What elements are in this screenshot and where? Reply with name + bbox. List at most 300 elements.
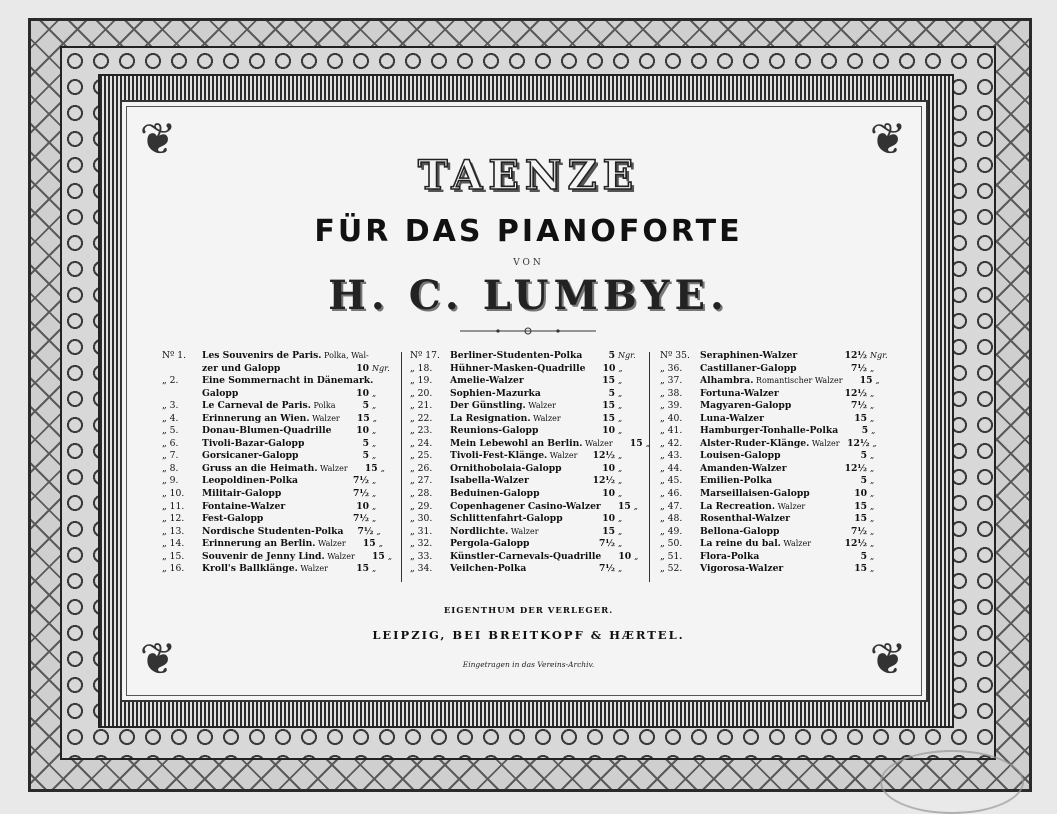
piece-title-cell	[450, 413, 585, 426]
opus-number: Nº 35.	[660, 350, 690, 361]
piece-title-cell	[202, 463, 348, 476]
currency-unit: „	[618, 564, 623, 574]
piece-title: Reunions-Galopp	[450, 425, 539, 437]
piece-title: La Resignation.	[450, 412, 531, 424]
piece-title: Nordische Studenten-Polka	[202, 525, 344, 537]
piece-title: Tivoli-Bazar-Galopp	[202, 437, 305, 449]
price: 5	[362, 450, 369, 462]
price: 7½	[353, 513, 369, 525]
opus-number: „ 48.	[660, 513, 683, 525]
piece-title-cell	[202, 375, 373, 388]
opus-number: „ 47.	[660, 500, 683, 512]
currency-unit: „	[372, 426, 377, 436]
catalog-row	[660, 513, 890, 526]
flourish-icon	[458, 326, 598, 336]
piece-title: Seraphinen-Walzer	[700, 350, 798, 361]
piece-title-cell	[700, 501, 837, 514]
piece-title: Mein Lebewohl an Berlin.	[450, 437, 583, 449]
opus-number: „ 25.	[410, 450, 433, 462]
piece-title: Ornithobolaia-Galopp	[450, 462, 562, 474]
opus-number: „ 51.	[660, 550, 683, 562]
currency-unit: „	[618, 401, 623, 411]
opus-number: „ 30.	[410, 513, 433, 525]
currency-unit: „	[372, 489, 377, 499]
opus-number: „ 32.	[410, 538, 433, 550]
catalog-row	[660, 551, 890, 564]
opus-number: „ 26.	[410, 462, 433, 474]
catalog-column-1	[162, 350, 392, 576]
piece-title-cell	[450, 526, 585, 539]
catalog-row	[162, 463, 392, 476]
currency-unit: „	[372, 401, 377, 411]
piece-title: Tivoli-Fest-Klänge.	[450, 450, 548, 462]
piece-title-cell	[202, 475, 339, 488]
piece-title-cell	[700, 375, 843, 388]
catalog-row	[660, 563, 890, 576]
catalog-row	[410, 513, 638, 526]
price: 10	[602, 513, 615, 525]
piece-title-cell	[700, 413, 837, 426]
piece-title-cell	[700, 363, 837, 376]
opus-number: „ 5.	[162, 425, 179, 437]
currency-unit: Ngr.	[618, 351, 636, 360]
catalog-row	[162, 400, 392, 413]
catalog-row	[410, 437, 650, 451]
price: 15	[356, 412, 370, 424]
piece-title: Gruss an die Heimath.	[202, 462, 318, 474]
price: 7½	[599, 563, 615, 575]
opus-number: „ 7.	[162, 450, 179, 462]
opus-number: „ 49.	[660, 525, 683, 537]
opus-number: „ 37.	[660, 375, 683, 387]
currency-unit: „	[870, 363, 875, 373]
opus-number: „ 10.	[162, 488, 185, 500]
catalog-row	[162, 526, 392, 539]
price: 15	[854, 500, 867, 512]
currency-unit: Ngr.	[372, 363, 390, 373]
piece-title: Künstler-Carnevals-Quadrille	[450, 550, 602, 562]
currency-unit: „	[870, 501, 875, 511]
catalog-row	[162, 425, 392, 438]
price: 12½	[844, 350, 867, 361]
by-label: VON	[513, 258, 544, 268]
opus-number: „ 2.	[162, 375, 179, 387]
piece-genre: Polka, Wal-	[321, 351, 369, 360]
piece-title-cell	[202, 513, 339, 526]
piece-title-cell	[450, 388, 585, 401]
piece-title: Der Günstling.	[450, 400, 526, 412]
publisher-address: LEIPZIG, BEI BREITKOPF & HÆRTEL.	[372, 628, 685, 642]
piece-title-cell	[202, 563, 339, 576]
catalog-column-2	[410, 350, 650, 576]
currency-unit: „	[372, 388, 377, 398]
piece-title-cell	[450, 375, 585, 388]
currency-unit: „	[618, 413, 623, 423]
piece-title-cell	[700, 551, 837, 564]
price: 12½	[592, 450, 615, 462]
piece-title-cell	[700, 463, 837, 476]
piece-genre: Walzer	[309, 413, 340, 423]
price: 12½	[592, 475, 615, 487]
piece-genre: Polka	[310, 401, 336, 411]
catalog-row	[162, 375, 392, 388]
opus-number: „ 19.	[410, 375, 433, 387]
catalog-row	[660, 388, 890, 401]
price: 5	[362, 400, 369, 412]
catalog-row	[410, 563, 638, 576]
publisher-ownership: EIGENTHUM DER VERLEGER.	[443, 606, 614, 616]
price: 10	[356, 500, 369, 512]
catalog-row	[410, 350, 638, 363]
piece-title-cell	[450, 438, 613, 451]
catalog-row	[410, 475, 638, 488]
opus-number: „ 40.	[660, 412, 683, 424]
currency-unit: „	[871, 426, 876, 436]
currency-unit: Ngr.	[870, 351, 888, 360]
piece-title-cell	[450, 450, 585, 463]
catalog-row	[162, 513, 392, 526]
opus-number: „ 20.	[410, 387, 433, 399]
price: 5	[860, 550, 867, 562]
opus-number: „ 16.	[162, 563, 185, 575]
catalog-row	[162, 551, 392, 564]
currency-unit: „	[618, 489, 623, 499]
main-title: TAENZE	[417, 152, 640, 199]
currency-unit: „	[870, 526, 875, 536]
price: 5	[608, 387, 615, 399]
opus-number: Nº 17.	[410, 350, 440, 361]
price: 15	[617, 500, 631, 512]
piece-genre: Walzer	[317, 463, 348, 473]
catalog-row	[660, 475, 890, 488]
opus-number: „ 46.	[660, 488, 683, 500]
catalog-row	[410, 463, 638, 476]
piece-title-cell	[202, 425, 339, 438]
opus-number: „ 4.	[162, 412, 179, 424]
piece-title: Beduinen-Galopp	[450, 488, 540, 500]
opus-number	[162, 363, 202, 376]
opus-number	[162, 388, 202, 401]
piece-genre: Romantischer Walzer	[753, 376, 843, 386]
currency-unit: „	[387, 551, 392, 561]
price: 10	[602, 362, 616, 374]
catalog-row	[162, 488, 392, 501]
piece-title: Flora-Polka	[700, 550, 760, 562]
catalog-row	[660, 438, 890, 451]
piece-title-cell	[700, 538, 837, 551]
catalog-row	[410, 375, 638, 388]
currency-unit: „	[618, 363, 623, 373]
catalog-row	[410, 526, 638, 539]
corner-ornament-icon: ❦	[139, 634, 177, 685]
piece-title-cell	[450, 400, 585, 413]
opus-number: „ 44.	[660, 462, 683, 474]
currency-unit: „	[633, 501, 638, 511]
piece-title: Fontaine-Walzer	[202, 500, 286, 512]
price: 15	[854, 563, 867, 575]
opus-number: Nº 1.	[162, 350, 187, 361]
price: 15	[602, 375, 615, 387]
piece-title-cell	[450, 563, 585, 576]
catalog-row	[162, 350, 392, 363]
corner-ornament-icon: ❦	[869, 114, 907, 165]
piece-genre: Walzer	[582, 438, 613, 448]
opus-number: „ 8.	[162, 462, 179, 474]
price: 15	[356, 563, 369, 575]
currency-unit: „	[372, 476, 377, 486]
price: 5	[860, 475, 867, 487]
catalog-row	[410, 425, 638, 438]
piece-title: Schlittenfahrt-Galopp	[450, 513, 563, 525]
piece-title-cell	[202, 538, 346, 551]
piece-title-cell	[450, 350, 585, 363]
piece-title: Alhambra.	[700, 375, 754, 387]
opus-number: „ 9.	[162, 475, 179, 487]
price: 10	[356, 387, 369, 399]
currency-unit: „	[618, 388, 623, 398]
currency-unit: „	[870, 476, 875, 486]
catalog-row	[410, 501, 638, 514]
catalog-row	[410, 388, 638, 401]
catalog-row	[410, 413, 638, 426]
catalog-row	[410, 551, 638, 564]
price: 7½	[851, 362, 867, 374]
opus-number: „ 22.	[410, 412, 433, 424]
piece-title-cell	[700, 513, 837, 526]
piece-title: Les Souvenirs de Paris.	[202, 350, 322, 361]
piece-title-cell	[700, 450, 837, 463]
piece-genre: Walzer	[530, 413, 561, 423]
piece-title: La reine du bal.	[700, 538, 781, 550]
piece-title: Galopp	[202, 387, 239, 399]
catalog-row	[410, 538, 638, 551]
currency-unit: „	[618, 451, 623, 461]
price: 5	[861, 425, 869, 437]
price: 15	[372, 550, 385, 562]
price: 10	[602, 462, 615, 474]
piece-title-cell	[202, 526, 343, 539]
piece-title: Le Carneval de Paris.	[202, 400, 311, 412]
currency-unit: „	[870, 401, 875, 411]
piece-title-cell	[450, 551, 601, 564]
catalog-row	[410, 400, 638, 413]
currency-unit: „	[372, 451, 377, 461]
piece-title-cell	[202, 501, 339, 514]
piece-title: Rosenthal-Walzer	[700, 513, 791, 525]
catalog-row	[660, 350, 890, 363]
price: 15	[602, 400, 615, 412]
price: 10	[602, 425, 615, 437]
currency-unit: „	[872, 438, 877, 448]
piece-title: Leopoldinen-Polka	[202, 475, 299, 487]
piece-title: Bellona-Galopp	[700, 525, 780, 537]
piece-title-cell	[202, 450, 339, 463]
catalog-row	[162, 501, 392, 514]
catalog-row	[162, 538, 392, 551]
price: 15	[629, 437, 643, 449]
currency-unit: „	[378, 539, 383, 549]
piece-title: Militair-Galopp	[202, 488, 282, 500]
currency-unit: „	[372, 413, 377, 423]
opus-number: „ 36.	[660, 362, 683, 374]
price: 15	[602, 525, 615, 537]
opus-number: „ 50.	[660, 538, 683, 550]
piece-title: Louisen-Galopp	[700, 450, 781, 462]
piece-title-cell	[700, 388, 837, 401]
piece-title-cell	[450, 501, 601, 514]
piece-title-cell	[202, 551, 355, 564]
opus-number: „ 52.	[660, 563, 683, 575]
catalog-row	[660, 413, 890, 426]
catalog-row	[660, 463, 890, 476]
catalog-row	[660, 501, 890, 514]
piece-title-cell	[700, 400, 837, 413]
opus-number: „ 11.	[162, 500, 185, 512]
piece-title: Fest-Galopp	[202, 513, 264, 525]
piece-title: Castillaner-Galopp	[700, 362, 797, 374]
piece-genre: Walzer	[324, 551, 355, 561]
catalog-row	[660, 450, 890, 463]
price: 12½	[844, 462, 867, 474]
catalog-row	[410, 363, 638, 376]
piece-title-cell	[700, 488, 837, 501]
price: 10	[618, 550, 632, 562]
currency-unit: „	[618, 514, 623, 524]
price: 10	[602, 488, 615, 500]
piece-genre: Walzer	[525, 401, 556, 411]
piece-title: Alster-Ruder-Klänge.	[700, 437, 810, 449]
price	[369, 350, 399, 363]
catalog-row	[162, 475, 392, 488]
currency-unit: „	[870, 463, 875, 473]
piece-title: Nordlichte.	[450, 525, 509, 537]
piece-title: Amelie-Walzer	[450, 375, 524, 387]
price: 10	[356, 425, 369, 437]
price: 12½	[844, 538, 867, 550]
piece-title-cell	[700, 563, 837, 576]
catalog-row	[162, 563, 392, 576]
price: 7½	[851, 400, 867, 412]
price: 12½	[844, 387, 867, 399]
piece-genre: Walzer	[775, 501, 806, 511]
piece-genre: Walzer	[508, 526, 539, 536]
piece-title-cell	[202, 388, 339, 401]
piece-title: Veilchen-Polka	[450, 563, 527, 575]
price	[373, 375, 403, 388]
catalog-row	[660, 538, 890, 551]
catalog-row	[162, 413, 392, 426]
piece-title-cell	[202, 363, 339, 376]
catalog-row	[162, 450, 392, 463]
price: 15	[362, 538, 376, 550]
catalog-row	[660, 400, 890, 413]
piece-title-cell	[202, 400, 339, 413]
opus-number: „ 6.	[162, 437, 179, 449]
opus-number: „ 39.	[660, 400, 683, 412]
currency-unit: „	[870, 514, 875, 524]
opus-number: „ 31.	[410, 525, 433, 537]
catalog-row	[660, 526, 890, 539]
currency-unit: „	[618, 526, 623, 536]
price: 7½	[357, 525, 374, 537]
piece-title: Emilien-Polka	[700, 475, 773, 487]
catalog-row	[162, 388, 392, 401]
opus-number: „ 34.	[410, 563, 433, 575]
price: 10	[854, 488, 867, 500]
currency-unit: „	[870, 564, 875, 574]
price: 5	[362, 437, 369, 449]
column-divider	[401, 352, 402, 582]
currency-unit: „	[372, 514, 377, 524]
currency-unit: „	[618, 463, 623, 473]
currency-unit: „	[870, 539, 875, 549]
currency-unit: „	[645, 438, 650, 448]
piece-title: Marseillaisen-Galopp	[700, 488, 810, 500]
currency-unit: „	[870, 451, 875, 461]
opus-number: „ 18.	[410, 362, 433, 374]
piece-title: Luna-Walzer	[700, 412, 764, 424]
opus-number: „ 21.	[410, 400, 433, 412]
price: 15	[602, 412, 615, 424]
opus-number: „ 13.	[162, 525, 185, 537]
price: 15	[854, 412, 867, 424]
piece-title: Berliner-Studenten-Polka	[450, 350, 583, 361]
price: 7½	[353, 488, 369, 500]
piece-title: Sophien-Mazurka	[450, 387, 541, 399]
piece-genre: Walzer	[547, 451, 578, 461]
opus-number: „ 29.	[410, 500, 433, 512]
piece-title-cell	[202, 413, 340, 426]
price: 5	[608, 350, 615, 361]
piece-title-cell	[202, 488, 339, 501]
opus-number: „ 12.	[162, 513, 185, 525]
currency-unit: „	[634, 551, 639, 561]
registration-note: Eingetragen in das Vereins-Archiv.	[462, 660, 595, 669]
piece-title: Vigorosa-Walzer	[700, 563, 784, 575]
currency-unit: „	[870, 551, 875, 561]
subtitle: FÜR DAS PIANOFORTE	[314, 214, 743, 249]
opus-number: „ 3.	[162, 400, 179, 412]
piece-title: Pergola-Galopp	[450, 538, 530, 550]
opus-number: „ 23.	[410, 425, 433, 437]
piece-genre: Walzer	[809, 438, 840, 448]
price: 7½	[851, 525, 867, 537]
catalog-row	[660, 425, 890, 438]
corner-ornament-icon: ❦	[869, 634, 907, 685]
corner-ornament-icon: ❦	[139, 114, 177, 165]
piece-title-cell	[202, 350, 369, 363]
currency-unit: „	[618, 476, 623, 486]
catalog-row	[410, 450, 638, 463]
price: 7½	[353, 475, 369, 487]
opus-number: „ 27.	[410, 475, 433, 487]
opus-number: „ 38.	[660, 387, 683, 399]
piece-title-cell	[450, 363, 585, 376]
price: 10	[356, 362, 369, 374]
opus-number: „ 14.	[162, 538, 185, 550]
opus-number: „ 45.	[660, 475, 683, 487]
piece-title-cell	[700, 475, 837, 488]
piece-title: La Recreation.	[700, 500, 776, 512]
composer-name: H. C. LUMBYE.	[328, 272, 729, 319]
piece-title-cell	[450, 513, 585, 526]
price: 15	[854, 513, 867, 525]
piece-title: Amanden-Walzer	[700, 462, 787, 474]
piece-title: Erinnerung an Wien.	[202, 412, 310, 424]
currency-unit: „	[618, 539, 623, 549]
currency-unit: „	[875, 376, 880, 386]
piece-title: Hamburger-Tonhalle-Polka	[700, 425, 839, 437]
